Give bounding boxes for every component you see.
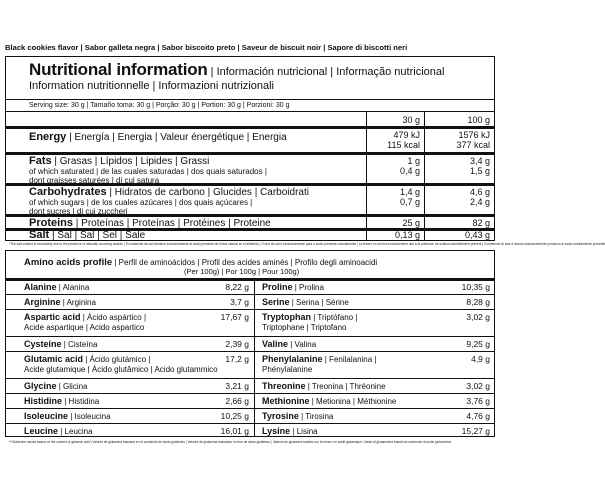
row-divider [254,294,494,295]
fats-row [29,155,267,185]
amino-value-right-3: 9,25 g [466,339,490,349]
column-divider [254,279,255,436]
fats-translations: | Grasas | Lípidos | Lipides | Grassi [51,156,210,167]
amino-acid-label: Alanine [24,282,57,292]
glutamine-footnote: **Glutamine values based on the content of glutamic acid | Valores de glutamina basados en el contenido de ácido glutámico | Valores de glutamina baseados no teor de ácido glutâmico | Valeurs de glutamine basées sur la teneur en acide glutamique | Valori di glutammina basati sul contenuto di acido glutammico [9,440,452,444]
amino-value-right-4: 4,9 g [471,354,490,364]
fats-label: Fats [29,155,52,167]
amino-acid-label: Glycine [24,381,57,391]
row-divider [6,393,254,394]
amino-name-left-1 [24,297,96,308]
amino-acid-translations: | Lisina [290,427,318,436]
row-divider [6,294,254,295]
row-divider [254,336,494,337]
nutrition-title [29,60,444,80]
amino-name-left-5 [24,381,88,392]
amino-name-left-6 [24,396,99,407]
amino-name-left-7 [24,411,111,422]
amino-value-left-6: 2,66 g [225,396,249,406]
amino-value-left-2: 17,67 g [220,312,249,322]
amino-name-right-3 [262,339,316,350]
energy-value-30g [366,130,420,150]
amino-acid-label: Arginine [24,297,61,307]
fats-value-100g [424,156,490,176]
amino-value-right-8: 15,27 g [461,426,490,436]
amino-name-right-8 [262,426,318,437]
carbohydrates-row [29,186,309,216]
sugars-100g: 2,4 g [469,197,490,207]
amino-name-left-8 [24,426,93,437]
amino-acid-label: Phenylalanine [262,354,323,364]
carbs-100g: 4,6 g [469,187,490,197]
row-divider [6,309,254,310]
flavor-line: Black cookies flavor | Sabor galleta negra | Sabor biscoito preto | Saveur de biscuit noir | Sapore di biscotti neri [5,43,408,52]
amino-acid-translations: | Fenilalanina | [322,355,377,364]
column-divider [424,228,425,240]
carbs-value-30g [366,187,420,207]
amino-name-right-0 [262,282,324,293]
amino-value-right-6: 3,76 g [466,396,490,406]
nutrition-title-rest: | Información nutricional | Informação nutricional [207,66,445,78]
amino-value-right-5: 3,02 g [466,381,490,391]
amino-acid-label: Proline [262,282,293,292]
nutrition-title-bold: Nutritional information [29,60,208,79]
amino-acid-translations-line2: Acide aspartique | Acido aspartico [24,323,145,332]
amino-acid-label: Methionine [262,396,310,406]
amino-acid-translations-line2: Triptophane | Triptofano [262,323,347,332]
amino-value-right-7: 4,76 g [466,411,490,421]
salt-value-100g: 0,43 g [464,230,490,240]
row-divider [6,351,254,352]
amino-value-left-3: 2,39 g [225,339,249,349]
row-divider [254,309,494,310]
amino-acid-translations: | Glicina [56,382,88,391]
carbohydrates-label: Carbohydrates [29,186,107,198]
proteins-value-30g: 25 g [402,218,420,228]
amino-acid-translations: | Leucina [58,427,93,436]
energy-kcal-100g: 377 kcal [456,140,490,150]
amino-acid-translations: | Serina | Sérine [289,298,349,307]
amino-name-left-3 [24,339,97,350]
salt-translations: | Sal | Sal | Sel | Sale [49,230,146,241]
row-divider [254,393,494,394]
amino-acid-label: Tyrosine [262,411,299,421]
amino-value-left-8: 16,01 g [220,426,249,436]
proteins-translations: | Proteínas | Proteínas | Protéines | Proteine [73,218,271,229]
energy-row [29,131,287,143]
divider [6,111,494,112]
saturated-line2: dont graisses saturées | di cui satura [29,176,160,185]
amino-acid-translations: | Triptófano | [311,313,358,322]
amino-title-bold: Amino acids profile [24,257,113,268]
amino-acid-translations-line2: Phénylalanine [262,365,313,374]
amino-name-left-2 [24,312,146,333]
amino-value-right-1: 8,28 g [466,297,490,307]
row-divider [6,378,254,379]
amino-acid-translations: | Arginina [60,298,96,307]
col-header-30g: 30 g [402,115,420,125]
nutrition-title-line2: Information nutritionnelle | Informazioni nutrizionali [29,80,274,92]
amino-name-right-2 [262,312,357,333]
amino-value-left-0: 8,22 g [225,282,249,292]
amino-value-left-1: 3,7 g [230,297,249,307]
amino-acid-translations-line2: Acide glutamique | Ácido glutâmico | Acido glutammico [24,365,218,374]
row-divider [254,423,494,424]
sugars-line2: dont sucres | di cui zuccheri [29,207,128,216]
energy-translations: | Energía | Energia | Valeur énergétique | Energia [66,132,287,143]
amino-acid-label: Cysteine [24,339,62,349]
amino-panel [5,250,495,437]
amino-acid-label: Lysine [262,426,291,436]
amino-acid-label: Valine [262,339,289,349]
amino-acid-label: Glutamic acid [24,354,84,364]
amino-acid-translations: | Alanina [56,283,90,292]
energy-kcal-30g: 115 kcal [387,140,420,150]
amino-acid-translations: | Ácido aspártico | [80,313,147,322]
row-divider [254,408,494,409]
carbs-value-100g [424,187,490,207]
amino-acid-label: Aspartic acid [24,312,81,322]
energy-value-100g [424,130,490,150]
salt-footnote: *The salt content is exclusively due to the presence of naturally occurring sodium | El contenido de sal obedece exclusivamente al sodio presente de forma natural en el alimento | O teor de sal é exclusivamente para o sódio presente naturalmente | La teneur en sel est exclusivement due à la présence de sodium naturellement présent | Il contenuto di sale è dovuto esclusivamente presenza di sodio naturalmente presente [9,242,605,246]
amino-acid-translations: | Ácido glutámico | [83,355,151,364]
sugars-30g: 0,7 g [399,197,420,207]
energy-label: Energy [29,131,67,143]
amino-value-left-7: 10,25 g [220,411,249,421]
fats-100g: 3,4 g [469,156,490,166]
amino-acid-label: Isoleucine [24,411,69,421]
amino-acid-translations: | Tirosina [298,412,334,421]
amino-value-left-4: 17,2 g [225,354,249,364]
row-divider [6,423,254,424]
energy-kj-30g: 479 kJ [393,130,420,140]
amino-value-left-5: 3,21 g [225,381,249,391]
amino-acid-label: Tryptophan [262,312,311,322]
serving-size: Serving size: 30 g | Tamaño toma: 30 g | Porção: 30 g | Portion: 30 g | Porzioni: 30 g [29,102,290,109]
amino-acid-label: Serine [262,297,290,307]
row-divider [6,408,254,409]
divider [6,278,494,281]
amino-name-right-4 [262,354,377,375]
amino-name-left-0 [24,282,89,293]
amino-value-right-0: 10,35 g [461,282,490,292]
amino-value-right-2: 3,02 g [466,312,490,322]
amino-acid-translations: | Isoleucina [68,412,111,421]
amino-acid-translations: | Valina [288,340,317,349]
salt-value-30g: 0,13 g [394,230,420,240]
amino-name-right-6 [262,396,396,407]
carbs-30g: 1,4 g [399,187,420,197]
amino-acid-label: Histidine [24,396,63,406]
saturated-30g: 0,4 g [399,166,420,176]
row-divider [6,336,254,337]
proteins-value-100g: 82 g [472,218,490,228]
amino-acid-translations: | Histidina [62,397,100,406]
fats-30g: 1 g [407,156,420,166]
divider [6,126,494,129]
row-divider [254,351,494,352]
col-header-100g: 100 g [467,115,490,125]
amino-name-right-5 [262,381,386,392]
amino-name-right-7 [262,411,333,422]
salt-row [29,229,145,241]
salt-label: Salt [29,229,50,241]
carbohydrates-translations: | Hidratos de carbono | Glucides | Carboidrati [106,187,309,198]
sugars-line1: of which sugars | de los cuales azúcares | dos quais açúcares | [29,198,253,207]
divider [6,99,494,100]
amino-name-right-1 [262,297,349,308]
amino-acid-label: Leucine [24,426,59,436]
amino-acid-translations: | Prolina [292,283,324,292]
fats-value-30g [366,156,420,176]
amino-acid-translations: | Treonina | Thréonine [305,382,386,391]
saturated-line1: of which saturated | de las cuales saturadas | dos quais saturados | [29,167,267,176]
energy-kj-100g: 1576 kJ [458,130,490,140]
proteins-label: Proteins [29,217,74,229]
nutrition-panel [5,56,495,241]
amino-acid-translations: | Cisteína [61,340,98,349]
amino-subtitle: (Per 100g) | Por 100g | Pour 100g) [184,267,300,276]
column-divider [366,228,367,240]
saturated-100g: 1,5 g [469,166,490,176]
amino-acid-label: Threonine [262,381,306,391]
amino-title-rest: | Perfil de aminoácidos | Profil des acides aminés | Profilo degli aminoacidi [112,258,378,267]
amino-acid-translations: | Metionina | Méthionine [309,397,397,406]
row-divider [254,378,494,379]
